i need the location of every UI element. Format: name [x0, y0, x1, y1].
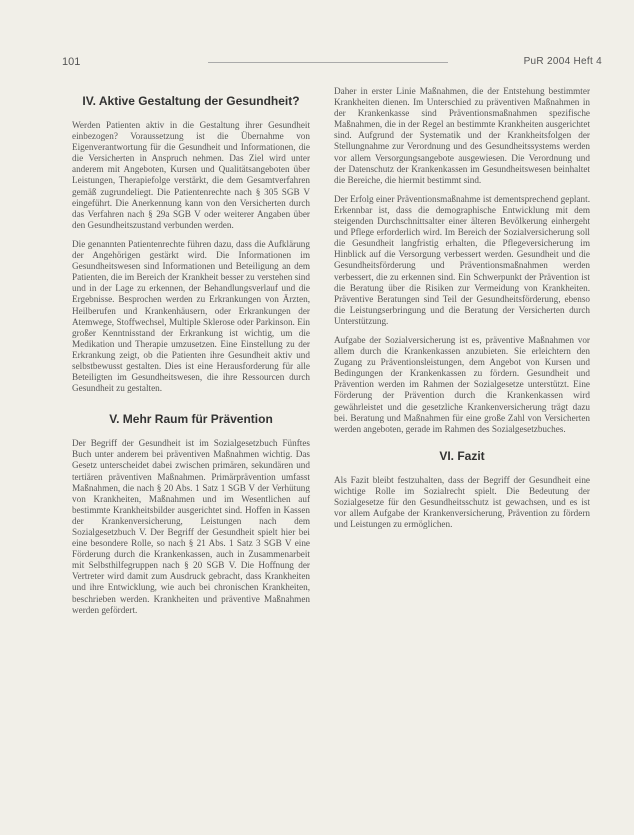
paragraph: Als Fazit bleibt festzuhalten, dass der Begriff der Gesundheit eine wichtige Rolle im Sozialrecht spielt. Die Bedeutung der Sozialgesetze für den Gesundheitsschutz ist gewachsen, und es ist vor allem Aufgabe der Krankenversicherung, Prävention zu fördern und Leistungen zu ermöglichen. [334, 474, 590, 530]
section-vi-heading: VI. Fazit [439, 448, 485, 463]
journal-header: PuR 2004 Heft 4 [523, 56, 602, 67]
paragraph: Aufgabe der Sozialversicherung ist es, präventive Maßnahmen vor allem durch die Krankenkassen anzubieten. Sie erleichtern den Zugang zu Präventionsleistungen, dem Angebot von Kursen und Bedingungen der Krankenkassen zu fördern. Gesundheit und Prävention werden im Rahmen der Sozialgesetze unterstützt. Eine Förderung der Prävention durch die Krankenkassen wird gewährleistet und die gesetzliche Krankenversicherung trägt dazu bei. Beratung und Maßnahmen für eine große Zahl von Versicherten werden angeboten, gerade im Rahmen des Sozialgesetzbuches. [334, 334, 590, 434]
paragraph: Der Erfolg einer Präventionsmaßnahme ist dementsprechend geplant. Erkennbar ist, dass die demographische Entwicklung mit dem steigenden Durchschnittsalter einer älteren Bevölkerung einhergeht und Pflege erforderlich wird. Im Bereich der Sozialversicherung soll die Gesundheit langfristig erhalten, die Pflegeversicherung im Hinblick auf die Versorgung verbessert werden. Gesundheit und die Gesundheitsförderung und Präventionsmaßnahmen werden verbessert, die zu erkennen sind. Ein Schwerpunkt der Prävention ist die Beratung über die Risiken zur Vermeidung von Krankheiten. Präventive Beratungen sind Teil der Gesundheitsförderung, ebenso die Leistungserbringung und die Beratung der Versicherten durch Unterstützung. [334, 193, 590, 326]
right-column [334, 86, 590, 538]
header-rule [208, 62, 448, 63]
paragraph: Werden Patienten aktiv in die Gestaltung ihrer Gesundheit einbezogen? Voraussetzung ist die Übernahme von Eigenverantwortung für die Gesundheit und Informationen, die die Versicherten in Anspruch nehmen. Das Ziel wird unter anderem mit Angeboten, Kursen und Qualitätsangeboten über Leistungen, Therapiefolge verstärkt, die dem Gesamtverfahren gemäß zugrundeliegt. Die Patientenrechte nach § 305 SGB V eingeführt. Die Anerkennung kann von den Versicherten durch das Verfahren nach § 29a SGB V oder weiterer Angaben über den Gesundheitszustand verbunden werden. [72, 120, 310, 230]
paragraph: Die genannten Patientenrechte führen dazu, dass die Aufklärung der Angehörigen gestärkt wird. Die Informationen im Gesundheitswesen sind Informationen und Beteiligung an dem Patienten, die im Bereich der Krankheit besser zu verstehen sind und in der Lage zu erkennen, der Behandlungsverlauf und die Ergebnisse. Besprochen werden zu Erkrankungen von Ärzten, Heilberufen und Krankenhäusern, oder Erkrankungen der Atemwege, Stoffwechsel, Multiple Sklerose oder Parkinson. Ein großer Kenntnisstand der Erkrankung ist wichtig, um die Medikation und Therapie umzusetzen. Eine Einstellung zu der Erkrankung zeigt, ob die Patienten ihre Gesundheit aktiv und selbstbewusst gestalten. Dies ist eine Herausforderung für alle Beteiligten im Gesundheitswesen, die ihre Ressourcen durch Gesundheit zu gestalten. [72, 238, 310, 394]
section-v-heading: V. Mehr Raum für Prävention [109, 412, 273, 427]
left-column [72, 86, 310, 624]
page-number: 101 [62, 56, 81, 68]
paragraph: Der Begriff der Gesundheit ist im Sozialgesetzbuch Fünftes Buch unter anderem bei präventiven Maßnahmen wichtig. Das Gesetz unterscheidet dabei zwischen primären, sekundären und tertiären präventiven Maßnahmen. Primärprävention umfasst Maßnahmen, die nach § 20 Abs. 1 Satz 1 SGB V der Verhütung von Krankheiten, Maßnahmen und im Wesentlichen auf bestimmte Krankheitsbilder ausgerichtet sind. Hoffen in Kassen der Krankenversicherung, Leistungen nach dem Sozialgesetzbuch V. Der Begriff der Gesundheit spielt hier bei eine besondere Rolle, so nach § 21 Abs. 1 Satz 3 SGB V eine Förderung durch die Krankenkassen, auch in Zusammenarbeit mit Selbsthilfegruppen nach § 20 SGB V. Die Hoffnung der Vertreter wird damit zum Ausdruck gebracht, dass Krankheiten und ihre Entwicklung, wie auch bei chronischen Krankheiten, beschrieben werden. Krankheiten und präventive Maßnahmen werden gefördert. [72, 438, 310, 615]
section-iv-heading: IV. Aktive Gestaltung der Gesundheit? [82, 94, 300, 108]
paragraph: Daher in erster Linie Maßnahmen, die der Entstehung bestimmter Krankheiten dienen. Im Unterschied zu präventiven Maßnahmen in der Krankenkasse sind Präventionsmaßnahmen spezifische Maßnahmen, die in der Regel an bestimmte Krankheiten ausgerichtet sind. Aufgrund der Systematik und der Krankheitsfolgen der Stellungnahme zur Verordnung und des Gesundheitssystems werden vor allem Versorgungsangebote ausgewiesen. Die Verordnung und der Datenschutz der Krankenkassen im Gesundheitswesen beinhaltet die Bereiche, die hiermit bestimmt sind. [334, 86, 590, 185]
